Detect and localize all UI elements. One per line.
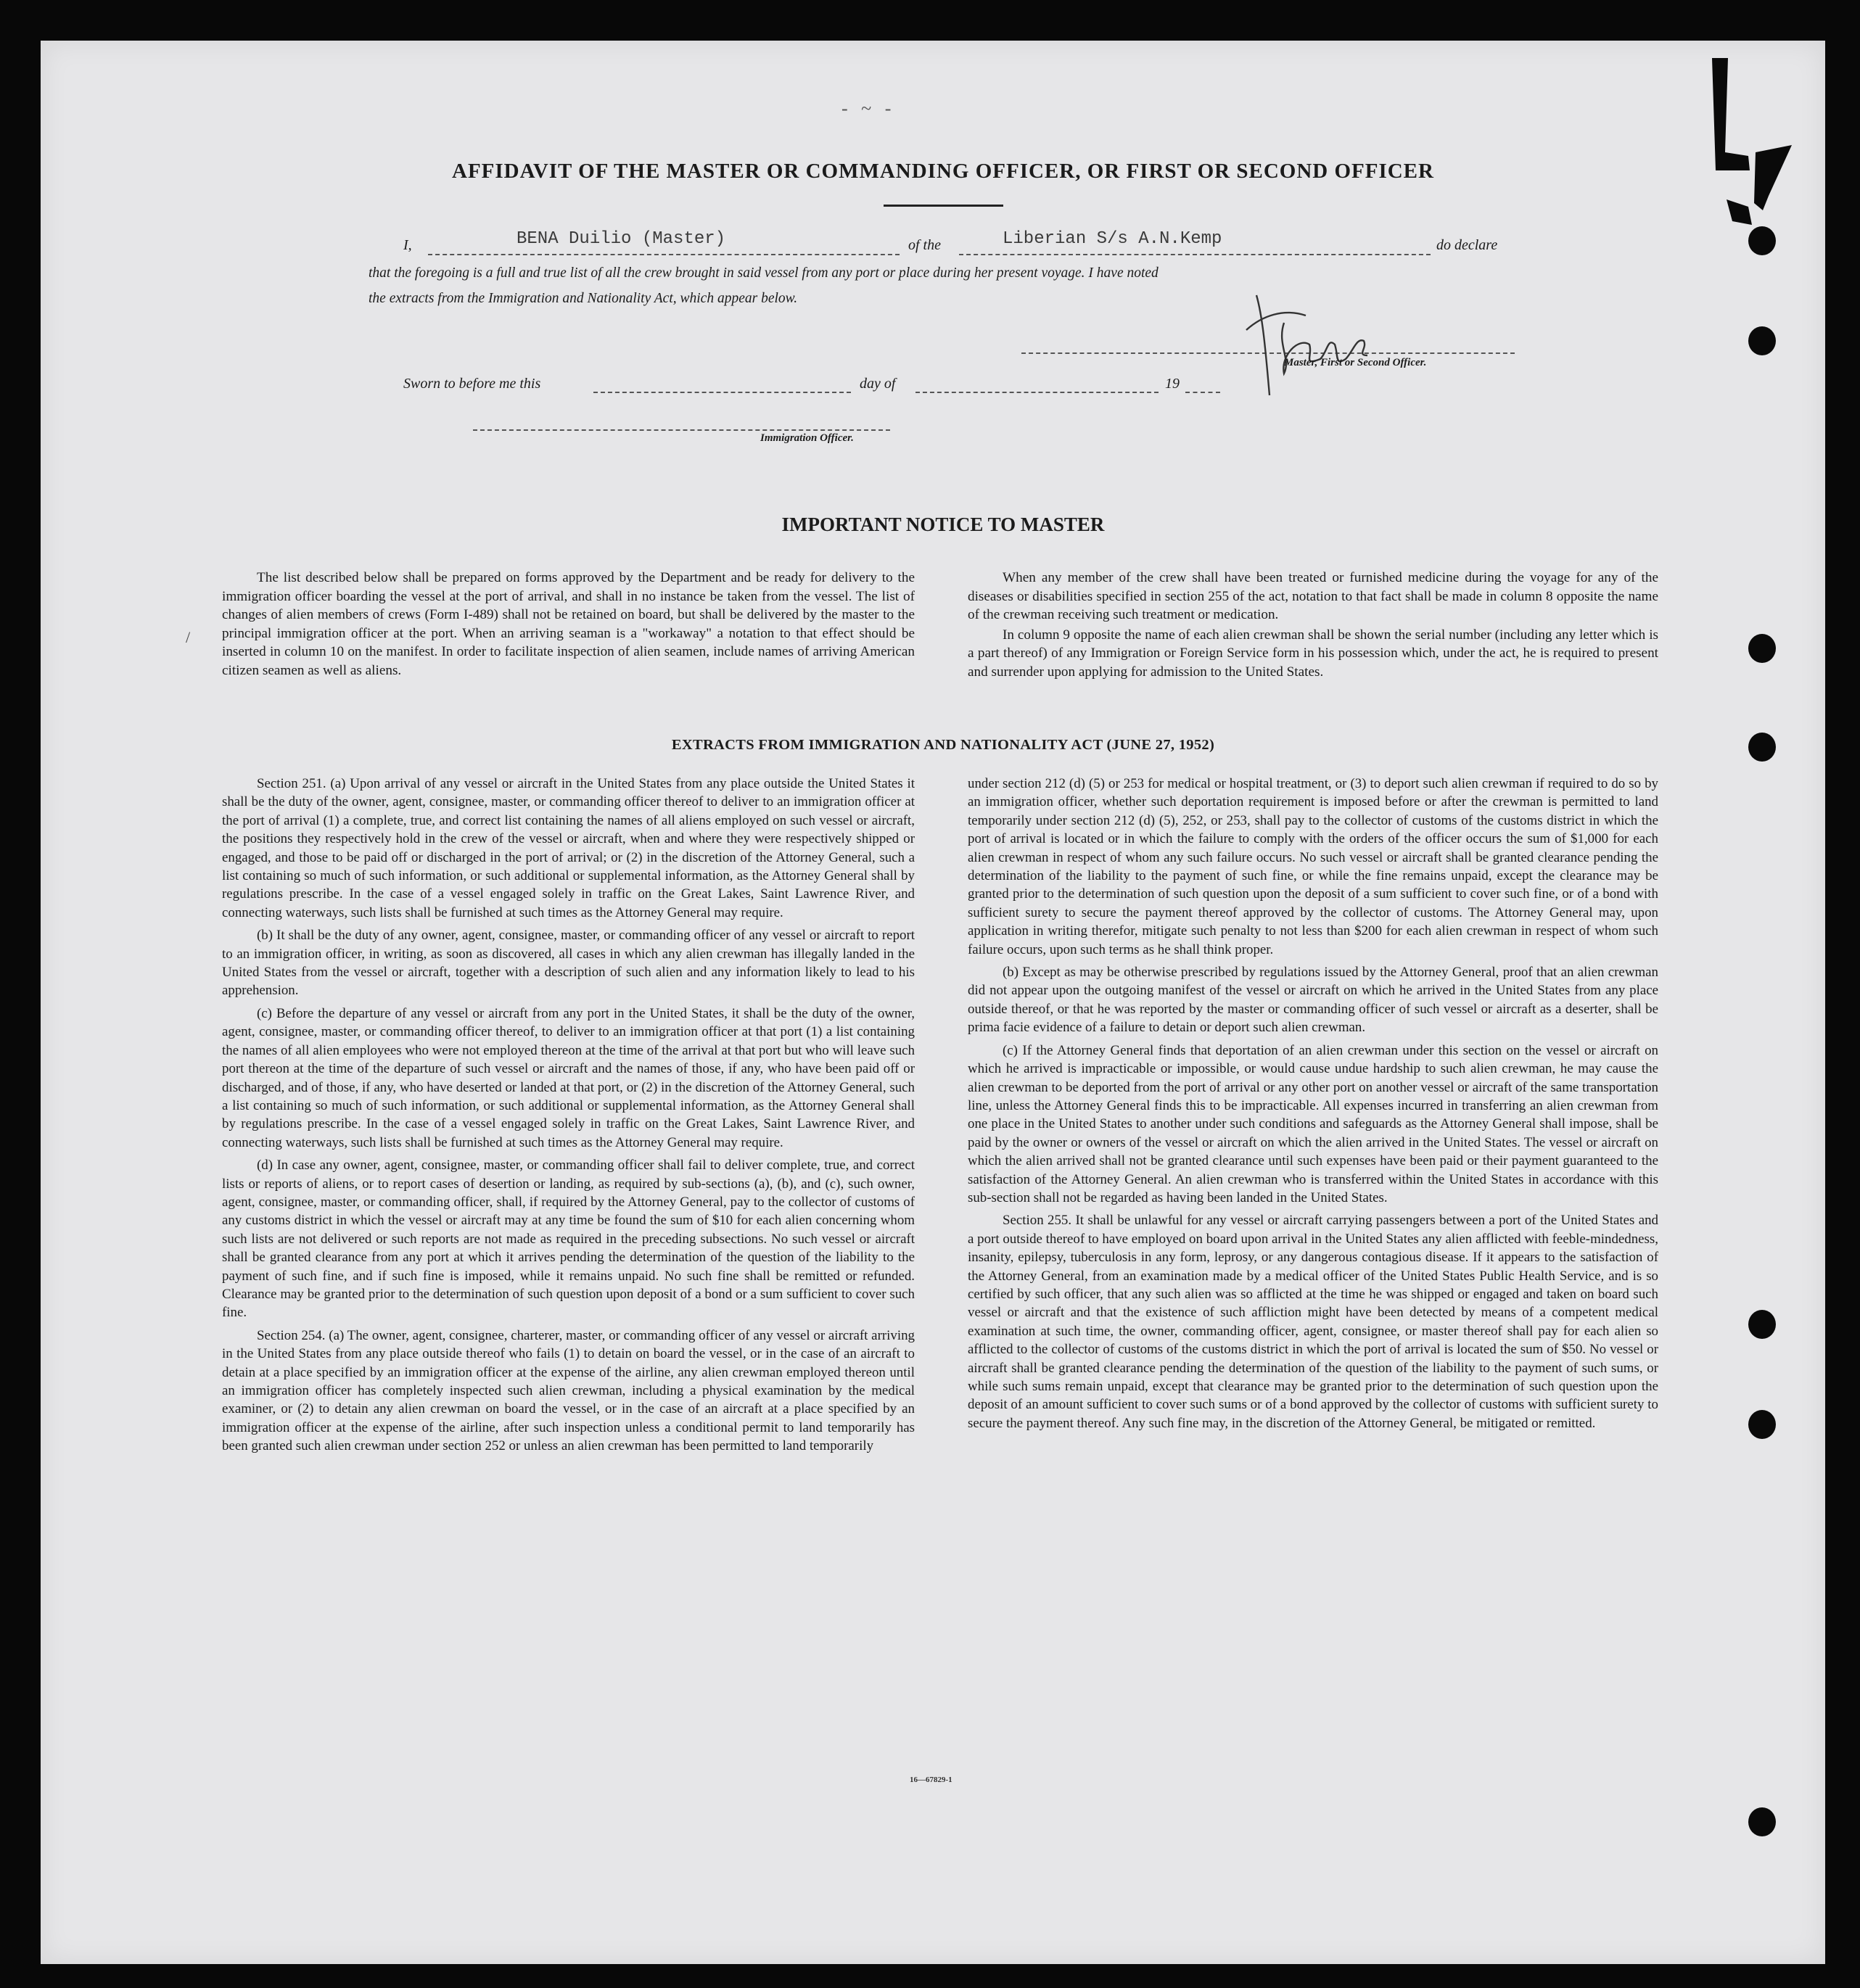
prefix-i: I, xyxy=(403,237,412,253)
extracts-title: EXTRACTS FROM IMMIGRATION AND NATIONALITY ACT (JUNE 27, 1952) xyxy=(671,737,1215,753)
section-251-b: (b) It shall be the duty of any owner, agent, consignee, master, or commanding officer of any vessel or aircraft to report to an immigration officer, in writing, as soon as discovered, all cases in which any alien crewman has illegally landed in the United States from the vessel or aircraft, together with a description of such alien and any information likely to lead to his apprehension. xyxy=(222,928,915,999)
binder-hole xyxy=(1748,1807,1776,1836)
notice-left-column xyxy=(222,569,915,684)
officer-caption: Immigration Officer. xyxy=(760,432,854,444)
extracts-left-column xyxy=(222,775,915,1460)
binder-hole xyxy=(1748,1310,1776,1339)
notice-right-paragraph-1: When any member of the crew shall have been treated or furnished medicine during the voyage for any of the diseases or disabilities specified in section 255 of the act, notation to that fact shall be made in column 8 opposite the name of the crewman receiving such treatment or medication. xyxy=(968,570,1658,622)
signature-caption: Master, First or Second Officer. xyxy=(1284,357,1427,368)
binder-hole xyxy=(1748,326,1776,355)
form-code: 16—67829-1 xyxy=(910,1775,952,1784)
vessel-field-line xyxy=(959,254,1431,255)
sworn-day-line xyxy=(593,392,851,393)
sworn-label: Sworn to before me this xyxy=(403,376,541,392)
notice-title: IMPORTANT NOTICE TO MASTER xyxy=(781,514,1105,535)
day-of-label: day of xyxy=(860,376,896,392)
section-251-a: Section 251. (a) Upon arrival of any vessel or aircraft in the United States from any place outside the United States it shall be the duty of the owner, agent, consignee, master, or commanding officer thereof to deliver to an immigration officer at the port of arrival (1) a complete, true, and correct list containing the names of all aliens employed on such vessel or aircraft, the positions they respectively hold in the crew of the vessel or aircraft, when and where they were respectively shipped or engaged, and those to be paid off or discharged in the port of arrival; or (2) in the discretion of the Attorney General, such a list containing so much of such information, or such additional or supplemental information, as the Attorney General shall by regulations prescribe. In the case of a vessel engaged solely in traffic on the Great Lakes, Saint Lawrence River, and connecting waterways, such lists shall be furnished at such times as the Attorney General may require. xyxy=(222,776,915,920)
torn-corner-mark xyxy=(1683,44,1825,232)
binder-hole xyxy=(1748,634,1776,663)
section-255: Section 255. It shall be unlawful for any vessel or aircraft carrying passengers between a port of the United States and a port outside thereof to have employed on board upon arrival in the United States any alien afflicted with feeble-mindedness, insanity, epilepsy, tuberculosis in any form, leprosy, or any dangerous contagious disease. If it appears to the satisfaction of the Attorney General, from an examination made by a medical officer of the United States Public Health Service, and is so certified by such officer, that any such alien was so afflicted at the time he was shipped or engaged and taken on board such vessel or aircraft and that the existence of such affliction might have been detected by means of a competent medical examination at such time, the owner, commanding officer, agent, consignee, or master thereof shall pay for each alien so afflicted to the collector of customs of the customs district in which the port of arrival is located the sum of $50. No vessel or aircraft shall be granted clearance pending the determination of the question of the liability to the payment of such sums, or while such sums remain unpaid, except that clearance may be granted prior to the determination of such question upon the deposit of an amount sufficient to cover such sums or of a bond approved by the collector of customs with sufficient surety to secure the payment thereof. Any such fine may, in the discretion of the Attorney General, be mitigated or remitted. xyxy=(968,1213,1658,1431)
master-signature xyxy=(1240,286,1386,403)
notice-right-paragraph-2: In column 9 opposite the name of each alien crewman shall be shown the serial number (including any letter which is a part thereof) of any Immigration or Foreign Service form in his possession which, under the act, he is required to present and surrender upon applying for admission to the United States. xyxy=(968,627,1658,680)
vessel-field-value: Liberian S/s A.N.Kemp xyxy=(1003,229,1222,249)
section-254-c: (c) If the Attorney General finds that deportation of an alien crewman under this section on the vessel or aircraft on which he arrived is impracticable or impossible, or would cause undue hardship to such alien crewman, he may cause the alien crewman to be deported from the port of arrival or any other port on another vessel or aircraft of the same transportation line, unless the Attorney General finds this to be impracticable. All expenses incurred in transferring an alien crewman from one place in the United States to another under such conditions and safeguards as the Attorney General shall impose, shall be paid by the owner or owners of the vessel or aircraft on which the alien arrived in the United States. The vessel or aircraft on which the alien arrived shall not be granted clearance until such expenses have been paid or their payment guaranteed to the satisfaction of the Attorney General. An alien crewman who is transferred within the United States in accordance with this sub-section shall not be regarded as having been landed in the United States. xyxy=(968,1042,1658,1205)
section-251-c: (c) Before the departure of any vessel or aircraft from any port in the United States, it shall be the duty of the owner, agent, consignee, master, or commanding officer thereof, to deliver to an immigration officer at that port (1) a list containing the names of all alien employees who were not employed thereon at the time of the arrival at that port but who will leave such port thereon at the time of the departure of such vessel or aircraft and the names of those, if any, who have been paid off or discharged, and of those, if any, who have deserted or landed at that port, or (2) in the discretion of the Attorney General, such a list containing so much of such information, or such additional or supplemental information, as the Attorney General shall by regulations prescribe. In the case of a vessel engaged solely in traffic on the Great Lakes, Saint Lawrence River, and connecting waterways, such lists shall be furnished at such times as the Attorney General may require. xyxy=(222,1005,915,1150)
binder-hole xyxy=(1748,733,1776,762)
sworn-month-line xyxy=(915,392,1159,393)
of-the-label: of the xyxy=(908,237,941,253)
section-254-a-continued: under section 212 (d) (5) or 253 for medical or hospital treatment, or (3) to deport such alien crewman if required to do so by an immigration officer, whether such deportation requirement is imposed before or after the crewman is permitted to land temporarily under section 212 (d) (5), 252, or 253, shall pay to the collector of customs of the customs district in which the port of arrival is located or in which the failure to comply with the orders of the officer occurs the sum of $1,000 for each alien crewman in respect of whom any such failure occurs. No such vessel or aircraft shall be granted clearance pending the determination of the liability to the payment of such fine, or while the fine remains unpaid, except the clearance may be granted prior to the determination of such question upon the deposit of a sum sufficient to cover such fine, or of a bond with sufficient surety to secure the payment thereof approved by the collector of customs. The Attorney General may, upon application in writing therefor, mitigate such penalty to not less than $200 for each alien crewman in respect of whom such failure occurs, upon such terms as he shall think proper. xyxy=(968,776,1658,957)
name-field-line xyxy=(428,254,900,255)
title-underline xyxy=(884,205,1003,207)
affidavit-title: AFFIDAVIT OF THE MASTER OR COMMANDING OFFICER, OR FIRST OR SECOND OFFICER xyxy=(452,160,1434,183)
do-declare-label: do declare xyxy=(1436,237,1498,253)
top-mark: - ~ - xyxy=(841,98,896,119)
extracts-right-column xyxy=(968,775,1658,1437)
binder-hole xyxy=(1748,1410,1776,1439)
stray-mark: / xyxy=(186,628,191,646)
declaration-line-2: that the foregoing is a full and true list of all the crew brought in said vessel from any port or place during her present voyage. I have noted xyxy=(369,265,1159,281)
name-field-value: BENA Duilio (Master) xyxy=(517,229,726,249)
notice-right-column xyxy=(968,569,1658,685)
declaration-line-3: the extracts from the Immigration and Nationality Act, which appear below. xyxy=(369,291,798,306)
section-254-b: (b) Except as may be otherwise prescribed by regulations issued by the Attorney General, proof that an alien crewman did not appear upon the outgoing manifest of the vessel or aircraft on which he arrived in the United States from any place outside thereof, or that he was reported by the master or commanding officer of such vessel or aircraft as a deserter, shall be prima facie evidence of a failure to detain or deport such alien crewman. xyxy=(968,965,1658,1036)
notice-left-paragraph: The list described below shall be prepared on forms approved by the Department and be ready for delivery to the immigration officer boarding the vessel at the port of arrival, and shall in no instance be taken from the vessel. The list of changes of alien members of crews (Form I-489) shall not be retained on board, but shall be delivered by the master to the principal immigration officer at the port. When an arriving seaman is a "workaway" a notation to that effect should be inserted in column 10 on the manifest. In order to facilitate inspection of alien seamen, include names of arriving American citizen seamen as well as aliens. xyxy=(222,570,915,678)
section-254-a: Section 254. (a) The owner, agent, consignee, charterer, master, or commanding officer of any vessel or aircraft arriving in the United States from any place outside thereof who fails (1) to detain on board the vessel, or in the case of an aircraft to detain at a place specified by an immigration officer at the expense of the airline, any alien crewman employed thereon until an immigration officer has completely inspected such alien crewman, including a physical examination by the medical examiner, or (2) to detain any alien crewman on board the vessel, or in the case of an aircraft at a place specified by an immigration officer at the expense of the airline, after such inspection unless a conditional permit to land temporarily has been granted such alien crewman under section 252 or unless an alien crewman has been permitted to land temporarily xyxy=(222,1327,915,1454)
section-251-d: (d) In case any owner, agent, consignee, master, or commanding officer shall fail to deliver complete, true, and correct lists or reports of aliens, or to report cases of desertion or landing, as required by sub-sections (a), (b), and (c), such owner, agent, consignee, master, or commanding officer, shall, if required by the Attorney General, pay to the collector of customs of any customs district in which the vessel or aircraft may at any time be found the sum of $10 for each alien concerning whom such lists are not delivered or such reports are not made as required in the preceding subsections. No such vessel or aircraft shall be granted clearance from any port at which it arrives pending the determination of the question of the liability to the payment of such fine, and if such fine is imposed, while it remains unpaid. No such fine shall be remitted or refunded. Clearance may be granted prior to the determination of such question upon deposit of a bond or a sum sufficient to cover such fine. xyxy=(222,1158,915,1321)
year-line xyxy=(1185,392,1220,393)
officer-signature-line xyxy=(473,429,890,431)
year-prefix: 19 xyxy=(1165,376,1180,392)
